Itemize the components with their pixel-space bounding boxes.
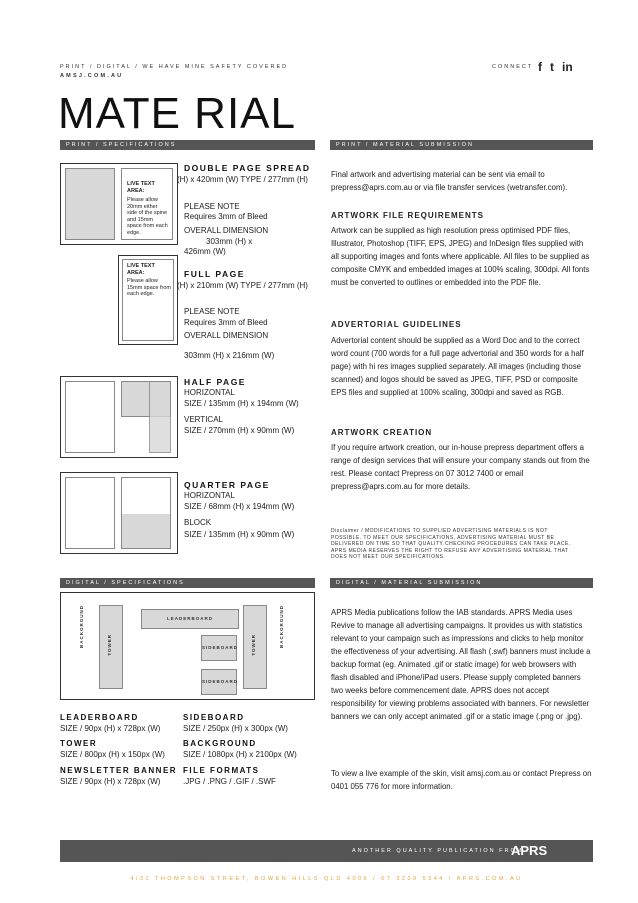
background-left-label: BACKGROUND: [79, 605, 84, 648]
spec-newsletter-size: SIZE / 90px (H) x 728px (W): [60, 777, 161, 786]
spec-leaderboard-size: SIZE / 90px (H) x 728px (W): [60, 724, 161, 733]
sideboard-panel-2: SIDEBOARD: [201, 669, 237, 695]
double-note-title: PLEASE NOTE: [184, 202, 240, 211]
double-overall: OVERALL DIMENSION: [184, 226, 269, 235]
footer-tagline: ANOTHER QUALITY PUBLICATION FROM: [352, 848, 524, 854]
full-page-diagram: [118, 255, 178, 345]
half-h-label: HORIZONTAL: [184, 388, 235, 397]
page-title: MATE RIAL: [58, 92, 297, 138]
live-text-full-title: LIVE TEXT AREA:: [127, 263, 155, 276]
digital-submission-body: APRS Media publications follow the IAB standards. APRS Media uses Revive to manage all advertising campaigns. It provides us with statistics relevant to your campaign such as impressions and clicks to help monitor the effectiveness of your advertising. All flash (.swf) banners must include a backup format (eg. Animated .gif or static image) for web browsers with flash disabled and iPhone/iPad users. Please supply completed banners two weeks before commencement date. APRS does not accept responsibility for viewing problems associated with banners. For newsletter banners we can only accept animated .gif or a static image (.png or .jpg).: [331, 608, 591, 721]
double-size: (H) x 420mm (W) TYPE / 277mm (H): [177, 175, 308, 184]
quarter-h-label: HORIZONTAL: [184, 491, 235, 500]
tower-right: TOWER: [243, 605, 267, 689]
tower-left: TOWER: [99, 605, 123, 689]
spec-background-size: SIZE / 1080px (H) x 2100px (W): [183, 750, 297, 759]
quarter-right-panel: [121, 477, 171, 549]
spec-sideboard-size: SIZE / 250px (H) x 300px (W): [183, 724, 288, 733]
quarter-left-panel: [65, 477, 115, 549]
quarter-b-size: SIZE / 135mm (H) x 90mm (W): [184, 530, 295, 539]
facebook-icon[interactable]: f: [538, 60, 542, 74]
site-url[interactable]: AMSJ.COM.AU: [60, 73, 124, 79]
spec-newsletter-name: NEWSLETTER BANNER: [60, 766, 178, 775]
spec-formats-name: FILE FORMATS: [183, 766, 260, 775]
creation-heading: ARTWORK CREATION: [331, 428, 433, 437]
double-title: DOUBLE PAGE SPREAD: [184, 163, 311, 173]
print-specs-bar: PRINT / SPECIFICATIONS: [60, 140, 315, 150]
advertorial-heading: ADVERTORIAL GUIDELINES: [331, 320, 462, 329]
quarter-h-size: SIZE / 68mm (H) x 194mm (W): [184, 502, 295, 511]
digital-submission-bar: DIGITAL / MATERIAL SUBMISSION: [330, 578, 593, 588]
full-page-panel: [122, 259, 174, 341]
twitter-icon[interactable]: t: [550, 60, 554, 74]
spec-background-name: BACKGROUND: [183, 739, 257, 748]
aprs-logo: APRS: [511, 843, 548, 858]
half-h-size: SIZE / 135mm (H) x 194mm (W): [184, 399, 299, 408]
half-v-label: VERTICAL: [184, 415, 223, 424]
quarter-block-panel: [122, 514, 170, 548]
spec-formats-value: .JPG / .PNG / .GIF / .SWF: [183, 777, 276, 786]
half-title: HALF PAGE: [184, 377, 246, 387]
advertorial-body: Advertorial content should be supplied as a Word Doc and to the correct word count (700 words for a full page advertorial and 350 words for a half page) with hi res images supplied separately. All images (including those scanned) and logos should be saved as JPEG, TIFF, PSD or composite EPS files and supplied at 100% scaling, 300dpi and saved as RGB.: [331, 336, 584, 397]
spec-sideboard-name: SIDEBOARD: [183, 713, 245, 722]
spec-tower-name: TOWER: [60, 739, 98, 748]
full-note: Requires 3mm of Bleed: [184, 318, 268, 327]
quarter-b-label: BLOCK: [184, 518, 212, 527]
full-dim: 303mm (H) x 216mm (W): [184, 351, 275, 360]
live-text-title: LIVE TEXT AREA:: [127, 181, 155, 194]
submission-intro: Final artwork and advertising material can be sent via email to prepress@aprs.com.au or via file transfer services (wetransfer.com).: [331, 170, 568, 192]
artwork-heading: ARTWORK FILE REQUIREMENTS: [331, 211, 484, 220]
half-left-panel: [65, 381, 115, 453]
full-title: FULL PAGE: [184, 269, 245, 279]
connect-label: CONNECT: [492, 64, 534, 70]
half-page-diagram: [60, 376, 178, 458]
quarter-page-diagram: [60, 472, 178, 554]
digital-layout-diagram: [60, 592, 315, 700]
creation-body: If you require artwork creation, our in-house prepress department offers a range of design services that will ensure your company stands out from the rest. Please contact Prepress on 07 3012 7400 or email prepress@aprs.com.au for more details.: [331, 443, 590, 491]
footer-address: 4/31 THOMPSON STREET, BOWEN HILLS QLD 4006 / 07 3229 5344 / APRS.COM.AU: [130, 876, 523, 882]
linkedin-icon[interactable]: in: [562, 60, 573, 74]
half-v-size: SIZE / 270mm (H) x 90mm (W): [184, 426, 295, 435]
double-spread-diagram: [60, 163, 178, 245]
double-dim1: 303mm (H) x: [206, 237, 253, 246]
quarter-title: QUARTER PAGE: [184, 480, 270, 490]
spec-leaderboard-name: LEADERBOARD: [60, 713, 139, 722]
leaderboard-panel: LEADERBOARD: [141, 609, 239, 629]
print-submission-bar: PRINT / MATERIAL SUBMISSION: [330, 140, 593, 150]
double-dim2: 426mm (W): [184, 247, 226, 256]
double-note: Requires 3mm of Bleed: [184, 212, 268, 221]
digital-specs-bar: DIGITAL / SPECIFICATIONS: [60, 578, 315, 588]
live-text-full-body: Please allow 15mm space from each edge.: [127, 278, 172, 297]
half-vertical-panel: [149, 381, 171, 453]
live-text-body: Please allow 20mm either side of the spine and 15mm space from each edge.: [127, 197, 168, 236]
full-size: (H) x 210mm (W) TYPE / 277mm (H): [177, 281, 308, 290]
disclaimer: Disclaimer / MODIFICATIONS TO SUPPLIED ADVERTISING MATERIALS IS NOT POSSIBLE. TO MEET OUR SPECIFICATIONS, ADVERTISING MATERIAL MUST BE DELIVERED ON TIME SO THAT QUALITY CHECKING PROCEDURES CAN TAKE PLACE. APRS MEDIA RESERVES THE RIGHT TO REFUSE ANY ADVERTISING MATERIAL THAT DOES NOT MEET OUR SPECIFICATIONS.: [331, 528, 571, 560]
artwork-body: Artwork can be supplied as high resolution press optimised PDF files, Illustrator, Photoshop (TIFF, EPS, JPEG) and InDesign files supplied with all supporting images and fonts where applicable. All files to be supplied as composite CMYK and embedded images at 100% scaling, 300dpi. All fonts must be converted to outlines or embedded into the PDF file.: [331, 226, 590, 287]
spec-tower-size: SIZE / 800px (H) x 150px (W): [60, 750, 165, 759]
full-overall: OVERALL DIMENSION: [184, 331, 269, 340]
sideboard-panel-1: SIDEBOARD: [201, 635, 237, 661]
full-note-title: PLEASE NOTE: [184, 307, 240, 316]
right-page-panel: [121, 168, 173, 240]
top-nav: PRINT / DIGITAL / WE HAVE MINE SAFETY COVERED: [60, 64, 289, 70]
social-links: [538, 60, 573, 74]
left-page-panel: [65, 168, 115, 240]
digital-live-example: To view a live example of the skin, visit amsj.com.au or contact Prepress on 0401 055 776 for more information.: [331, 769, 592, 791]
background-right-label: BACKGROUND: [279, 605, 284, 648]
